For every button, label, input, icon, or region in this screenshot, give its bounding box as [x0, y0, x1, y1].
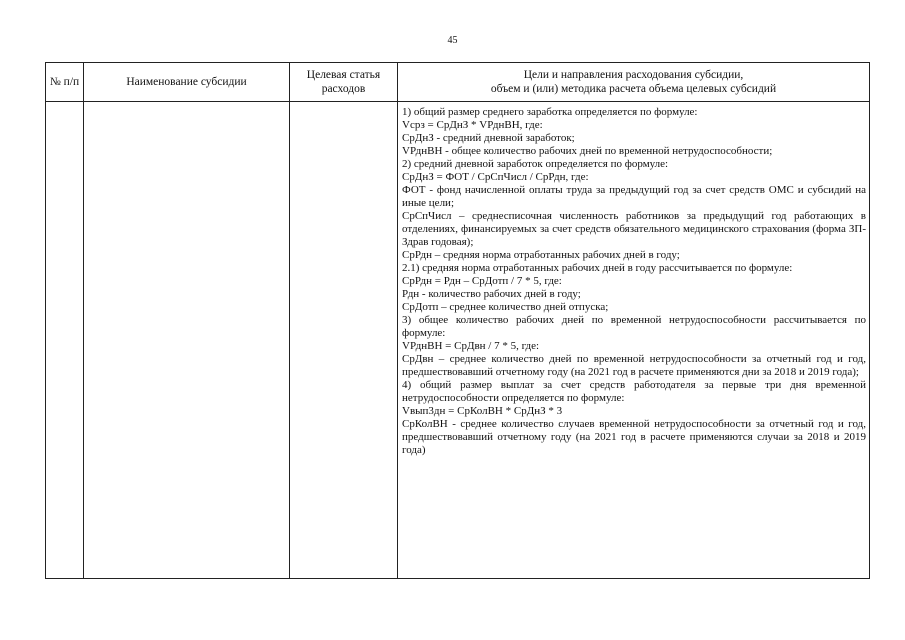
text-line: СрДвн – среднее количество дней по временной нетрудоспособности за отчетный год и год, предшествовавший отчетному году (на 2021 год в расчете применяются дни за 2018 и 2019 года);	[402, 353, 866, 378]
header-goals-line1: Цели и направления расходования субсидии,	[523, 69, 744, 81]
text-line: VРднВН = СрДвн / 7 * 5, где:	[402, 340, 540, 352]
table-row	[46, 102, 870, 579]
page-number: 45	[447, 35, 458, 46]
header-goals	[398, 63, 870, 102]
text-line: СрДнЗ = ФОТ / СрСпЧисл / СрРдн, где:	[402, 171, 589, 183]
text-line: СрРдн = Рдн – СрДотп / 7 * 5, где:	[402, 275, 562, 287]
header-number: № п/п	[46, 63, 84, 102]
text-line: 2.1) средняя норма отработанных рабочих дней в году рассчитывается по формуле:	[402, 262, 793, 274]
text-line: 4) общий размер выплат за счет средств работодателя за первые три дня временной нетрудоспособности определяется по формуле:	[402, 379, 866, 404]
text-line: VРднВН - общее количество рабочих дней по временной нетрудоспособности;	[402, 145, 773, 157]
cell-number	[46, 102, 84, 579]
text-line: 3) общее количество рабочих дней по временной нетрудоспособности рассчитывается по формуле:	[402, 314, 866, 339]
text-line: Vвып3дн = СрКолВН * СрДнЗ * 3	[402, 405, 563, 417]
cell-target-article	[290, 102, 398, 579]
table-header-row	[46, 63, 870, 102]
text-line: СрДнЗ - средний дневной заработок;	[402, 132, 575, 144]
text-line: 2) средний дневной заработок определяется по формуле:	[402, 158, 669, 170]
methodology-text	[398, 102, 869, 457]
text-line: СрРдн – средняя норма отработанных рабочих дней в году;	[402, 249, 680, 261]
header-goals-line2: объем и (или) методика расчета объема целевых субсидий	[490, 83, 777, 95]
subsidy-table	[45, 62, 870, 579]
text-line: 1) общий размер среднего заработка определяется по формуле:	[402, 106, 698, 118]
header-subsidy-name: Наименование субсидии	[84, 63, 290, 102]
text-line: Рдн - количество рабочих дней в году;	[402, 288, 581, 300]
cell-subsidy-name	[84, 102, 290, 579]
text-line: Vсрз = СрДнЗ * VРднВН, где:	[402, 119, 543, 131]
text-line: ФОТ - фонд начисленной оплаты труда за предыдущий год за счет средств ОМС и субсидий на иные цели;	[402, 184, 866, 209]
cell-goals	[398, 102, 870, 579]
header-target-article: Целевая статья расходов	[290, 63, 398, 102]
text-line: СрДотп – среднее количество дней отпуска;	[402, 301, 609, 313]
text-line: СрСпЧисл – среднесписочная численность работников за предыдущий год работающих в отделениях, финансируемых за счет средств обязательного медицинского страхования (форма ЗП-Здрав годовая);	[402, 210, 866, 248]
text-line: СрКолВН - среднее количество случаев временной нетрудоспособности за отчетный год и год, предшествовавший отчетному году (на 2021 год в расчете применяются случаи за 2018 и 2019 года)	[402, 418, 866, 456]
